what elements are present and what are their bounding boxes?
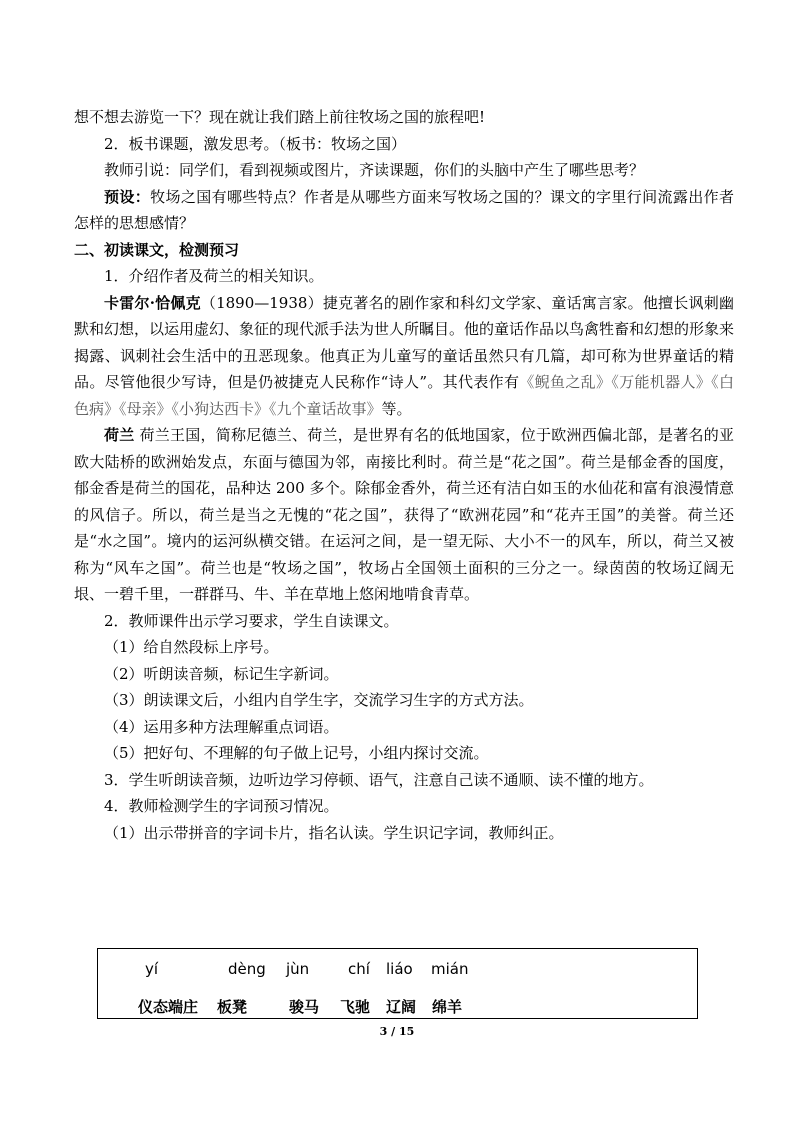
paragraph-step-2: 2．板书课题，激发思考。（板书：牧场之国） bbox=[104, 134, 407, 153]
page-number: 3 / 15 bbox=[379, 1025, 415, 1038]
preset-label: 预设： bbox=[104, 187, 151, 206]
word-card-table bbox=[97, 948, 698, 1019]
paragraph-preset: 预设：牧场之国有哪些特点？作者是从哪些方面来写牧场之国的？课文的字里行间流露出作者怎样的思想感情？ bbox=[74, 187, 734, 232]
pinyin-cell: yí bbox=[145, 960, 159, 978]
section-heading: 二、初读课文，检测预习 bbox=[74, 240, 240, 259]
word-cell: 仪态端庄 bbox=[138, 998, 199, 1016]
list-item-3: （3）朗读课文后，小组内自学生字，交流学习生字的方式方法。 bbox=[104, 691, 534, 709]
paragraph-intro-end: 想不想去游览一下？现在就让我们踏上前往牧场之国的旅程吧! bbox=[74, 108, 486, 126]
list-item-4: （4）运用多种方法理解重点词语。 bbox=[104, 717, 339, 736]
pinyin-cell: jùn bbox=[286, 960, 310, 978]
paragraph-step-4: 4．教师检测学生的字词预习情况。 bbox=[104, 797, 339, 815]
paragraph-step-2b: 2．教师课件出示学习要求，学生自读课文。 bbox=[104, 611, 399, 630]
pinyin-cell: mián bbox=[431, 960, 469, 978]
word-cell: 飞驰 bbox=[340, 998, 371, 1016]
list-item-1: （1）给自然段标上序号。 bbox=[104, 638, 279, 656]
word-cell: 绵羊 bbox=[432, 998, 463, 1016]
pinyin-cell: chí bbox=[348, 960, 370, 978]
word-cell: 骏马 bbox=[289, 998, 320, 1016]
pinyin-row bbox=[98, 956, 697, 982]
paragraph-step-3: 3．学生听朗读音频，边听边学习停顿、语气，注意自己读不通顺、读不懂的地方。 bbox=[104, 770, 654, 789]
paragraph-netherlands: 荷兰 荷兰王国，简称尼德兰、荷兰，是世界有名的低地国家，位于欧洲西偏北部，是著名的亚欧大陆桥的欧洲始发点，东面与德国为邻，南接比利时。荷兰是“花之国”。荷兰是郁金香的国度，郁金香是荷兰的国花，品种达 200 多个。除郁金香外，荷兰还有洁白如玉的水仙花和富有浪漫情意的风信子。所以，荷兰是当之无愧的“花之国”，获得了“欧洲花园”和“花卉王国”的美誉。荷兰还是“水之国”。境内的运河纵横交错。在运河之间，是一望无际、大小不一的风车，所以，荷兰又被称为“风车之国”。荷兰也是“牧场之国”，牧场占全国领土面积的三分之一。绿茵茵的牧场辽阔无垠、一碧千里，一群群马、牛、羊在草地上悠闲地啃食青草。 bbox=[74, 426, 734, 603]
pinyin-cell: dèng bbox=[228, 960, 266, 978]
paragraph-step-1: 1．介绍作者及荷兰的相关知识。 bbox=[104, 267, 324, 285]
list-item-2: （2）听朗读音频，标记生字新词。 bbox=[104, 664, 339, 683]
paragraph-step-4-1: （1）出示带拼音的字词卡片，指名认读。学生识记字词，教师纠正。 bbox=[104, 823, 564, 842]
paragraph-teacher-guide: 教师引说：同学们，看到视频或图片，齐读课题，你们的头脑中产生了哪些思考？ bbox=[104, 161, 645, 179]
author-works: 《鲵鱼之乱》《万能机器人》《白色病》《母亲》《小狗达西卡》《九个童话故事》 bbox=[74, 373, 734, 418]
paragraph-author: 卡雷尔·恰佩克（1890—1938）捷克著名的剧作家和科幻文学家、童话寓言家。他擅长讽刺幽默和幻想，以运用虚幻、象征的现代派手法为世人所瞩目。他的童话作品以鸟禽牲畜和幻想的形象来揭露、讽刺社会生活中的丑恶现象。他真正为儿童写的童话虽然只有几篇，却可称为世界童话的精品。尽管他很少写诗，但是仍被捷克人民称作“诗人”。其代表作有《鲵鱼之乱》《万能机器人》《白色病》《母亲》《小狗达西卡》《九个童话故事》等。 bbox=[74, 293, 735, 418]
word-row bbox=[98, 994, 697, 1020]
word-cell: 板凳 bbox=[217, 998, 248, 1016]
word-cell: 辽阔 bbox=[386, 998, 417, 1016]
list-item-5: （5）把好句、不理解的句子做上记号，小组内探讨交流。 bbox=[104, 744, 489, 762]
author-name: 卡雷尔·恰佩克 bbox=[104, 293, 201, 312]
pinyin-cell: liáo bbox=[386, 960, 413, 978]
netherlands-label: 荷兰 bbox=[104, 426, 135, 444]
body-text bbox=[74, 104, 734, 846]
